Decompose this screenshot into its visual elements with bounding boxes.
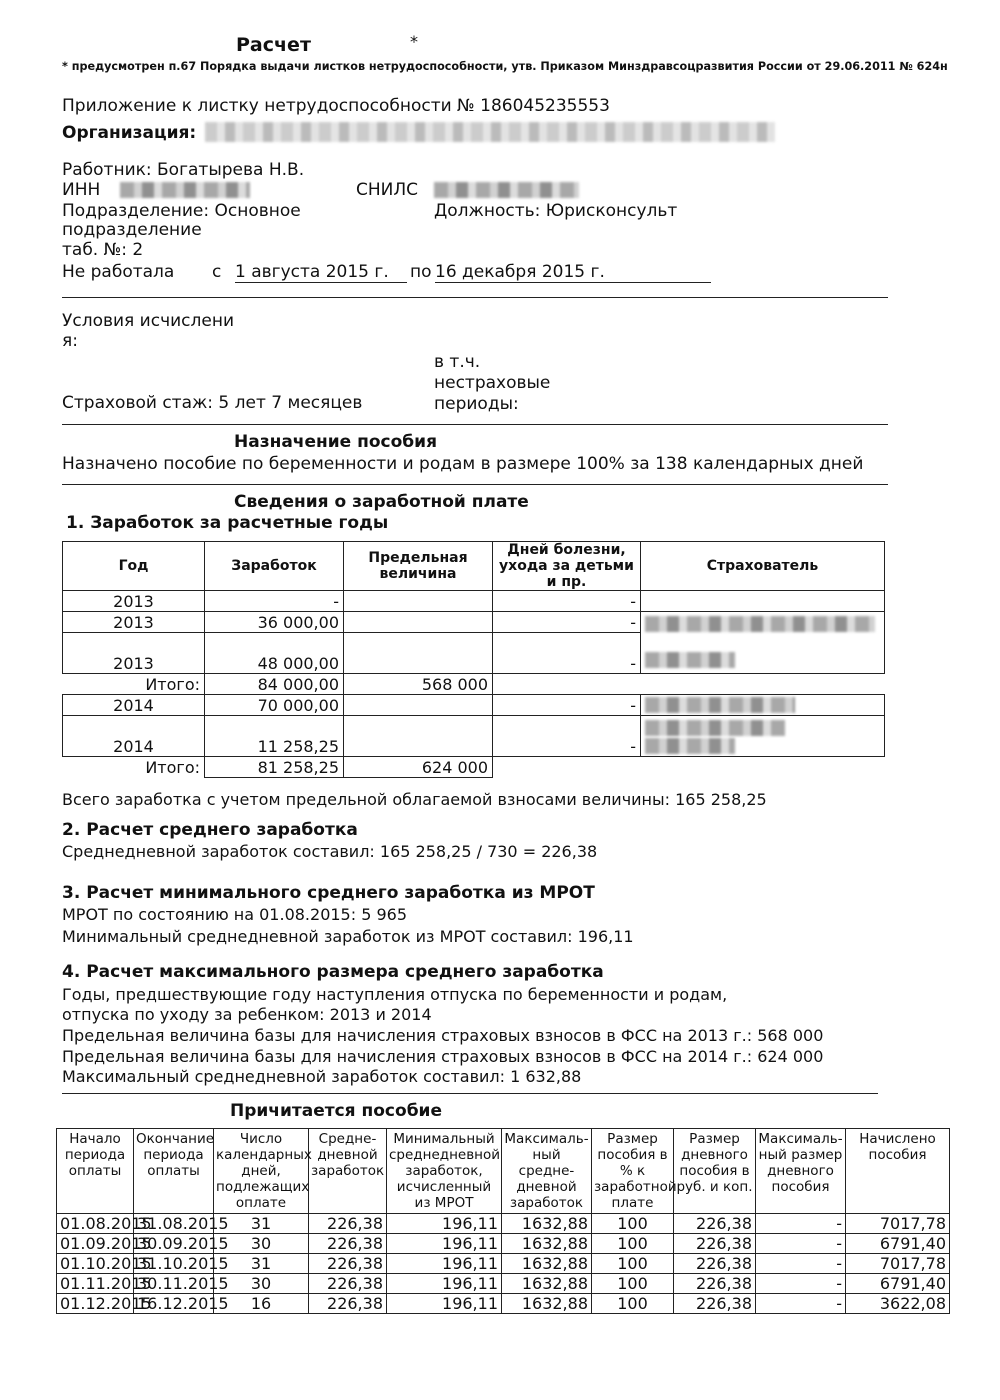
divider xyxy=(62,1093,878,1094)
section3-title: 3. Расчет минимального среднего заработка из МРОТ xyxy=(62,883,595,903)
title-asterisk: * xyxy=(410,32,418,51)
days-cell: 31 xyxy=(214,1254,309,1274)
header-insurer: Страхователь xyxy=(641,542,885,591)
incl-line2: нестраховые xyxy=(434,373,551,393)
header-amount: Заработок xyxy=(205,542,344,591)
period-start-cell: 01.08.2015 xyxy=(57,1214,134,1234)
limit-cell xyxy=(344,633,493,674)
footnote: * предусмотрен п.67 Порядка выдачи листков нетрудоспособности, утв. Приказом Минздравсоцразвития России от 29.06.2011 № 624н xyxy=(62,60,948,73)
organization-redacted xyxy=(205,122,775,142)
benefit-rows xyxy=(57,1214,950,1314)
total-label: Итого: xyxy=(145,674,200,694)
accrued-cell: 7017,78 xyxy=(846,1254,950,1274)
insurer-redacted xyxy=(645,738,735,754)
header-accrued: Начислено пособия xyxy=(846,1129,950,1214)
table-row xyxy=(63,695,885,716)
year-cell: 2013 xyxy=(63,633,205,674)
year-cell: 2013 xyxy=(63,612,205,633)
days-cell xyxy=(493,757,641,778)
insurer-cell xyxy=(641,716,885,757)
position-line: Должность: Юрисконсульт xyxy=(434,201,678,221)
section3-line2: Минимальный среднедневной заработок из МРОТ составил: 196,11 xyxy=(62,927,634,946)
table-row xyxy=(63,612,885,633)
document-title: Расчет xyxy=(236,34,311,56)
amount-cell: 70 000,00 xyxy=(205,695,344,716)
insurer-redacted xyxy=(645,720,785,736)
min-daily-cell: 196,11 xyxy=(387,1214,502,1234)
percent-cell: 100 xyxy=(592,1294,674,1314)
insurance-experience: Страховой стаж: 5 лет 7 месяцев xyxy=(62,393,363,413)
avg-daily-cell: 226,38 xyxy=(309,1234,387,1254)
to-label: по xyxy=(410,262,432,282)
earnings-table xyxy=(62,541,885,778)
header-avg-daily: Средне-дневной заработок xyxy=(309,1129,387,1214)
max-daily-cell: 1632,88 xyxy=(502,1214,592,1234)
from-label: с xyxy=(212,262,222,282)
daily-benefit-cell: 226,38 xyxy=(674,1254,756,1274)
limit-cell xyxy=(344,612,493,633)
insurer-cell xyxy=(641,591,885,612)
max-benefit-cell: - xyxy=(756,1254,846,1274)
period-end-cell: 31.08.2015 xyxy=(134,1214,214,1234)
year-cell: 2014 xyxy=(63,716,205,757)
section4-line5: Максимальный среднедневной заработок составил: 1 632,88 xyxy=(62,1067,582,1086)
section2-title: 2. Расчет среднего заработка xyxy=(62,820,358,840)
limit-cell: 624 000 xyxy=(344,757,493,778)
max-benefit-cell: - xyxy=(756,1274,846,1294)
accrued-cell: 6791,40 xyxy=(846,1234,950,1254)
min-daily-cell: 196,11 xyxy=(387,1274,502,1294)
table-row xyxy=(57,1214,950,1234)
period-end-cell: 16.12.2015 xyxy=(134,1294,214,1314)
inn-label: ИНН xyxy=(62,180,101,200)
period-end-cell: 31.10.2015 xyxy=(134,1254,214,1274)
days-cell: 16 xyxy=(214,1294,309,1314)
table-row xyxy=(63,716,885,757)
daily-benefit-cell: 226,38 xyxy=(674,1214,756,1234)
annex-line: Приложение к листку нетрудоспособности № 186045235553 xyxy=(62,96,610,116)
table-row xyxy=(57,1294,950,1314)
days-cell: - xyxy=(493,591,641,612)
section4-line4: Предельная величина базы для начисления страховых взносов в ФСС на 2014 г.: 624 000 xyxy=(62,1047,824,1066)
section4-line1: Годы, предшествующие году наступления отпуска по беременности и родам, xyxy=(62,985,728,1004)
header-period-start: Начало периода оплаты xyxy=(57,1129,134,1214)
days-cell: 31 xyxy=(214,1214,309,1234)
conditions-line2: я: xyxy=(62,331,78,351)
limit-cell xyxy=(344,591,493,612)
amount-cell: 36 000,00 xyxy=(205,612,344,633)
section2-text: Среднедневной заработок составил: 165 258,25 / 730 = 226,38 xyxy=(62,842,598,861)
avg-daily-cell: 226,38 xyxy=(309,1294,387,1314)
max-benefit-cell: - xyxy=(756,1214,846,1234)
section4-title: 4. Расчет максимального размера среднего заработка xyxy=(62,962,604,982)
min-daily-cell: 196,11 xyxy=(387,1294,502,1314)
insurer-cell xyxy=(641,757,885,778)
max-daily-cell: 1632,88 xyxy=(502,1274,592,1294)
amount-cell: 84 000,00 xyxy=(205,674,344,695)
accrued-cell: 3622,08 xyxy=(846,1294,950,1314)
salary-title: Сведения о заработной плате xyxy=(234,492,529,512)
incl-line3: периоды: xyxy=(434,394,519,414)
tab-number: таб. №: 2 xyxy=(62,240,144,260)
divider xyxy=(62,297,888,298)
limit-cell xyxy=(344,716,493,757)
from-date: 1 августа 2015 г. xyxy=(235,262,407,283)
total-row xyxy=(63,757,885,778)
total-earnings: Всего заработка с учетом предельной облагаемой взносами величины: 165 258,25 xyxy=(62,790,767,809)
days-cell: 30 xyxy=(214,1234,309,1254)
period-start-cell: 01.09.2015 xyxy=(57,1234,134,1254)
assignment-text: Назначено пособие по беременности и родам в размере 100% за 138 календарных дней xyxy=(62,454,864,474)
earnings-header-row xyxy=(63,542,885,591)
section4-line3: Предельная величина базы для начисления страховых взносов в ФСС на 2013 г.: 568 000 xyxy=(62,1026,824,1045)
snils-label: СНИЛС xyxy=(356,180,419,200)
header-sick-days: Дней болезни, ухода за детьми и пр. xyxy=(493,542,641,591)
header-min-daily: Минимальный среднедневной заработок, исчисленный из МРОТ xyxy=(387,1129,502,1214)
percent-cell: 100 xyxy=(592,1274,674,1294)
accrued-cell: 6791,40 xyxy=(846,1274,950,1294)
days-cell xyxy=(493,674,641,695)
amount-cell: - xyxy=(205,591,344,612)
daily-benefit-cell: 226,38 xyxy=(674,1274,756,1294)
benefit-table xyxy=(56,1128,950,1314)
accrued-cell: 7017,78 xyxy=(846,1214,950,1234)
insurer-cell xyxy=(641,695,885,716)
to-date: 16 декабря 2015 г. xyxy=(435,262,711,283)
period-start-cell: 01.12.2015 xyxy=(57,1294,134,1314)
year-cell: 2013 xyxy=(63,591,205,612)
percent-cell: 100 xyxy=(592,1214,674,1234)
section3-line1: МРОТ по состоянию на 01.08.2015: 5 965 xyxy=(62,905,408,924)
daily-benefit-cell: 226,38 xyxy=(674,1294,756,1314)
table-row xyxy=(57,1274,950,1294)
header-limit: Предельная величина xyxy=(344,542,493,591)
avg-daily-cell: 226,38 xyxy=(309,1274,387,1294)
avg-daily-cell: 226,38 xyxy=(309,1214,387,1234)
total-row xyxy=(63,674,885,695)
period-end-cell: 30.11.2015 xyxy=(134,1274,214,1294)
header-max-benefit: Максималь-ный размер дневного пособия xyxy=(756,1129,846,1214)
benefit-header-row xyxy=(57,1129,950,1214)
days-cell: - xyxy=(493,612,641,633)
insurer-cell xyxy=(641,612,885,674)
percent-cell: 100 xyxy=(592,1234,674,1254)
daily-benefit-cell: 226,38 xyxy=(674,1234,756,1254)
days-cell: - xyxy=(493,695,641,716)
days-cell: - xyxy=(493,633,641,674)
limit-cell: 568 000 xyxy=(344,674,493,695)
amount-cell: 11 258,25 xyxy=(205,716,344,757)
table-row xyxy=(63,591,885,612)
avg-daily-cell: 226,38 xyxy=(309,1254,387,1274)
max-daily-cell: 1632,88 xyxy=(502,1254,592,1274)
insurer-redacted xyxy=(645,616,875,632)
min-daily-cell: 196,11 xyxy=(387,1254,502,1274)
percent-cell: 100 xyxy=(592,1254,674,1274)
year-cell: 2014 xyxy=(63,695,205,716)
header-year: Год xyxy=(63,542,205,591)
section4-line2: отпуска по уходу за ребенком: 2013 и 2014 xyxy=(62,1005,432,1024)
header-period-end: Окончание периода оплаты xyxy=(134,1129,214,1214)
snils-redacted xyxy=(434,182,579,198)
header-percent: Размер пособия в % к заработной плате xyxy=(592,1129,674,1214)
insurer-redacted xyxy=(645,652,735,668)
max-benefit-cell: - xyxy=(756,1234,846,1254)
division-continued: подразделение xyxy=(62,220,202,240)
amount-cell: 81 258,25 xyxy=(205,757,344,778)
section1-title: 1. Заработок за расчетные годы xyxy=(66,513,389,533)
max-benefit-cell: - xyxy=(756,1294,846,1314)
max-daily-cell: 1632,88 xyxy=(502,1294,592,1314)
division-line: Подразделение: Основное xyxy=(62,201,301,221)
header-days: Число календарных дней, подлежащих оплате xyxy=(214,1129,309,1214)
limit-cell xyxy=(344,695,493,716)
header-max-daily: Максималь-ный средне-дневной заработок xyxy=(502,1129,592,1214)
table-row xyxy=(57,1234,950,1254)
days-cell: 30 xyxy=(214,1274,309,1294)
amount-cell: 48 000,00 xyxy=(205,633,344,674)
period-end-cell: 30.09.2015 xyxy=(134,1234,214,1254)
total-label: Итого: xyxy=(145,757,200,777)
not-worked-label: Не работала xyxy=(62,262,175,282)
incl-line1: в т.ч. xyxy=(434,352,481,372)
header-daily-benefit: Размер дневного пособия в руб. и коп. xyxy=(674,1129,756,1214)
insurer-cell xyxy=(641,674,885,695)
conditions-line1: Условия исчислени xyxy=(62,311,234,331)
divider xyxy=(62,424,888,425)
period-start-cell: 01.11.2015 xyxy=(57,1274,134,1294)
divider xyxy=(62,484,888,485)
days-cell: - xyxy=(493,716,641,757)
organization-label: Организация: xyxy=(62,123,197,143)
table-row xyxy=(57,1254,950,1274)
insurer-redacted xyxy=(645,697,795,713)
worker-line: Работник: Богатырева Н.В. xyxy=(62,160,305,180)
assignment-title: Назначение пособия xyxy=(234,432,437,452)
benefit-title: Причитается пособие xyxy=(230,1101,443,1121)
period-start-cell: 01.10.2015 xyxy=(57,1254,134,1274)
max-daily-cell: 1632,88 xyxy=(502,1234,592,1254)
inn-redacted xyxy=(120,182,250,198)
min-daily-cell: 196,11 xyxy=(387,1234,502,1254)
